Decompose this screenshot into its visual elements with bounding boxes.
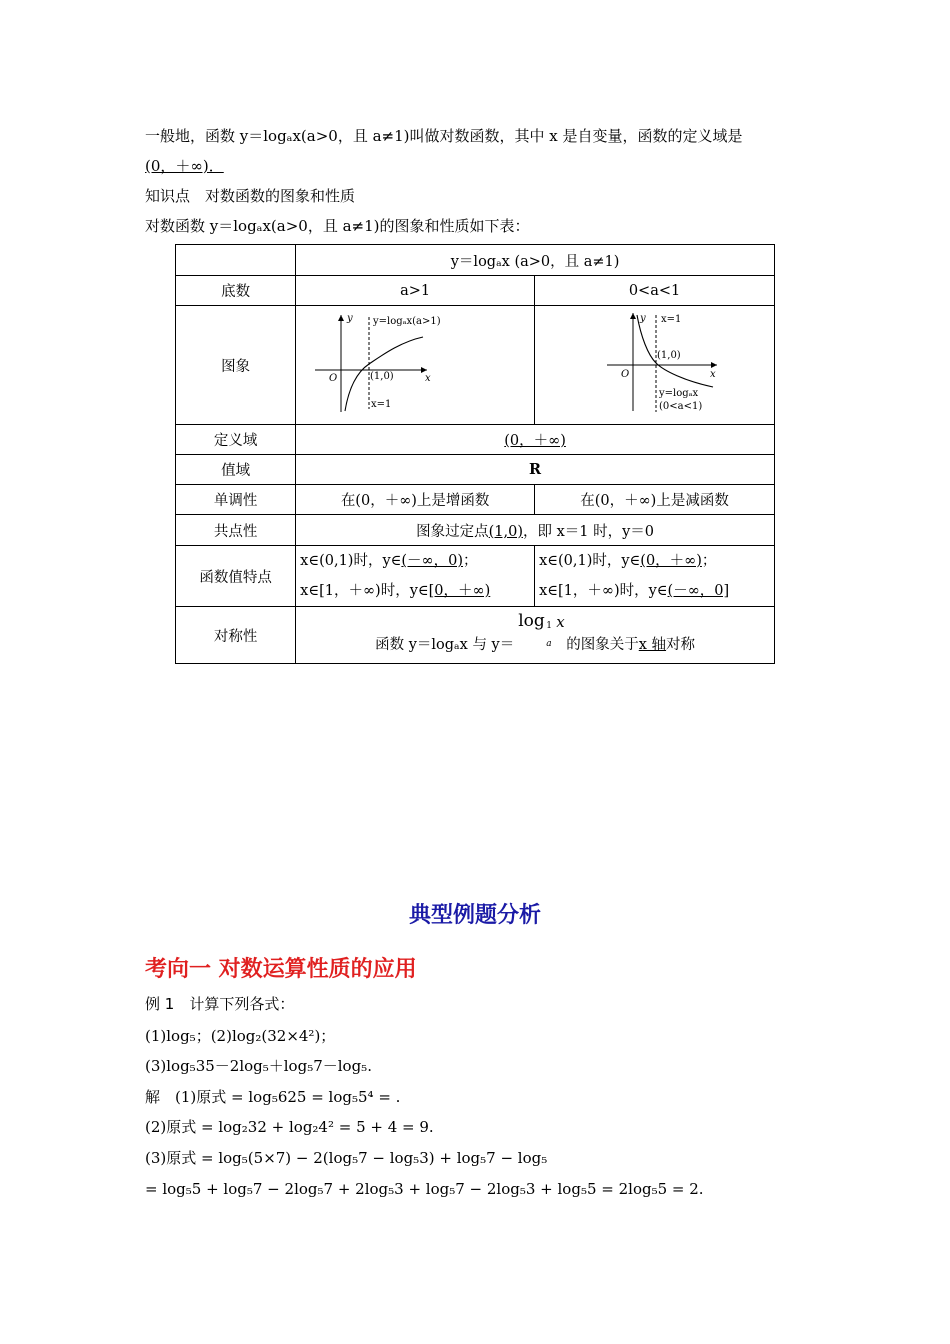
mono-gt1: 在(0，＋∞)上是增函数 [296,485,535,515]
graph-lt1-cell [535,306,775,425]
example-prompt: 计算下列各式： [189,995,295,1013]
curve-label-2b: (0<a<1) [658,401,702,412]
origin-label-2: O [620,369,629,380]
x-axis-label-1: x [425,373,431,384]
sym-suffix: 对称 [666,637,696,653]
range-label: 值域 [176,455,296,485]
sym-mid: 的图象关于 [566,637,639,653]
base-lt1: 0<a<1 [535,276,775,306]
sym-x: x [556,613,565,631]
domain-value: (0，＋∞) [296,425,775,455]
knowledge-lead: 对数函数 y＝logₐx(a>0，且 a≠1)的图象和性质如下表： [145,217,530,235]
example-head [145,994,294,1014]
graph-label: 图象 [176,306,296,425]
sym-formula [514,611,566,655]
solution-1-text: (1)原式 = log₅625 = log₅5⁴ = . [175,1088,401,1106]
intro-line-2: (0，＋∞)． [145,157,224,175]
values-lt1-b-range: (－∞，0] [667,583,730,599]
solution-label: 解 [145,1088,161,1106]
sym-prefix: 函数 y＝logₐx 与 y＝ [375,637,515,653]
common-suffix: ，即 x＝1 时，y＝0 [523,523,655,540]
domain-label: 定义域 [176,425,296,455]
sym-one: 1 [546,621,552,631]
asymptote-label-1: x=1 [371,399,392,410]
graph-increasing [305,307,525,419]
solution-3-cont: = log₅5 + log₅7 − 2log₅7 + 2log₅3 + log₅7 − 2log₅3 + log₅5 = 2log₅5 = 2. [145,1180,704,1198]
x-axis-label-2: x [709,369,716,380]
base-gt1: a>1 [296,276,535,306]
range-value: R [296,455,775,485]
sym-value [296,607,775,664]
values-lt1-b: x∈[1，＋∞)时，y∈ [539,583,668,599]
properties-table [175,244,775,664]
values-gt1-a: x∈(0,1)时，y∈ [300,553,402,569]
table-corner [176,245,296,276]
values-gt1-b-range: [0，＋∞) [428,583,491,599]
common-label: 共点性 [176,515,296,546]
graph-gt1-cell [296,306,535,425]
values-gt1: x∈(0,1)时，y∈(－∞，0)； x∈[1，＋∞)时，y∈[0，＋∞) [296,546,535,607]
question-3: (3)log₅35－2log₅＋log₅7－log₅. [145,1057,372,1075]
base-label: 底数 [176,276,296,306]
y-axis-label-1: y [347,313,353,324]
solution-2: (2)原式 = log₂32 + log₂4² = 5 + 4 = 9. [145,1118,434,1136]
curve-label-2a: y=logₐx [658,388,698,399]
graph-decreasing [545,307,765,419]
point-label-2: (1,0) [656,350,681,361]
values-gt1-a-range: (－∞，0) [401,553,464,569]
y-axis-label-2: y [639,313,646,324]
point-label-1: (1,0) [370,371,394,382]
sym-a: a [546,639,552,649]
common-prefix: 图象过定点 [416,523,489,540]
mono-lt1: 在(0，＋∞)上是减函数 [535,485,775,515]
asymptote-label-2: x=1 [660,314,681,325]
intro-line-1: 一般地，函数 y＝logₐx(a>0，且 a≠1)叫做对数函数，其中 x 是自变量，函数的定义域是 [145,127,743,145]
sym-log: log [518,611,545,631]
question-1-2: (1)log₅；(2)log₂(32×4²)； [145,1027,336,1045]
topic-title: 考向一 对数运算性质的应用 [145,957,417,982]
solution-1 [145,1087,400,1107]
section-title: 典型例题分析 [408,903,541,928]
origin-label-1: O [329,373,338,384]
common-point: (1,0) [488,523,523,540]
values-lt1-a-range: (0，＋∞) [640,553,702,569]
table-header: y＝logₐx (a>0，且 a≠1) [296,245,775,276]
solution-3: (3)原式 = log₅(5×7) − 2(log₅7 − log₅3) + log₅7 − log₅ [145,1149,548,1167]
common-value [296,515,775,546]
knowledge-heading: 知识点 对数函数的图象和性质 [145,187,356,205]
mono-label: 单调性 [176,485,296,515]
values-lt1-a: x∈(0,1)时，y∈ [539,553,641,569]
sym-label: 对称性 [176,607,296,664]
curve-label-1: y=logₐx(a>1) [373,316,441,327]
sym-axis: x 轴 [638,637,667,653]
values-gt1-b: x∈[1，＋∞)时，y∈ [300,583,429,599]
values-lt1: x∈(0,1)时，y∈(0，＋∞)； x∈[1，＋∞)时，y∈(－∞，0] [535,546,775,607]
example-label: 例 1 [145,995,175,1013]
values-label: 函数值特点 [176,546,296,607]
